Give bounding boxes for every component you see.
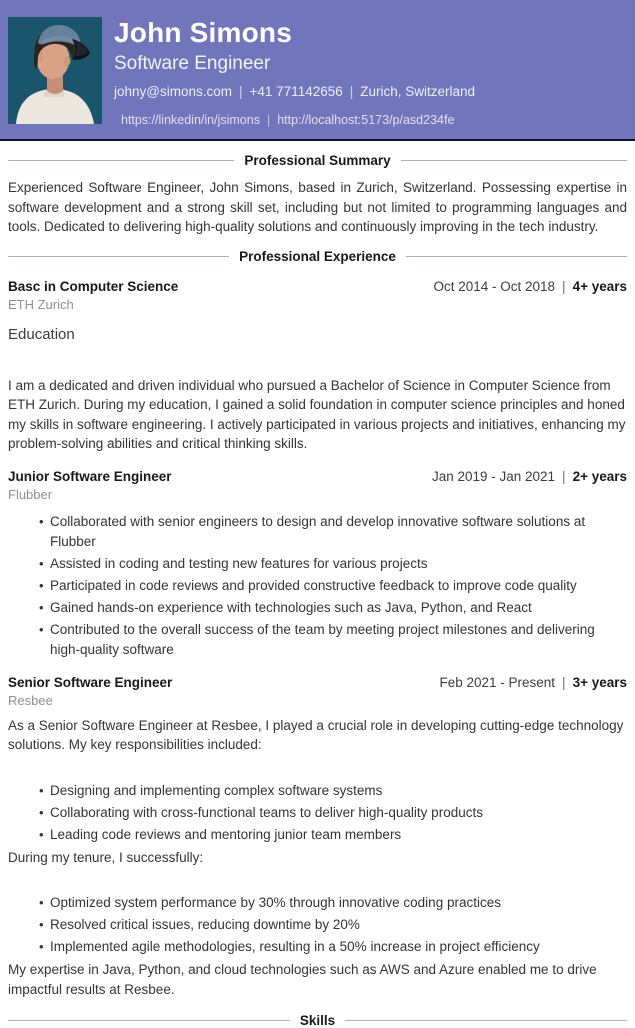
separator: |: [239, 84, 243, 100]
entry-blocks: [8, 716, 627, 1000]
profile-photo: [8, 17, 102, 124]
entry-bullet-item: • Designing and implementing complex software systems: [50, 781, 627, 801]
section-title-text: Professional Experience: [239, 248, 396, 264]
entry-head: [8, 675, 627, 690]
entry-bullet-item: • Collaborated with senior engineers to design and develop innovative software solutions at Flubber: [50, 512, 627, 552]
entry-company: Resbee: [8, 692, 53, 708]
entry-bullet-item: • Participated in code reviews and provided constructive feedback to improve code quality: [50, 576, 627, 596]
entry-date-range: Jan 2019 - Jan 2021: [431, 468, 556, 484]
entry-blocks: [8, 326, 627, 454]
person-name: John Simons: [114, 17, 292, 48]
entry-subheading: Education: [8, 325, 75, 343]
summary-text: Experienced Software Engineer, John Simons, based in Zurich, Switzerland. Possessing expertise in software development and a strong skill set, including but not limited to programming languages and tools. Dedicated to delivering high-quality solutions and continuously improving in the tech industry.: [8, 180, 627, 234]
entry-role: Junior Software Engineer: [8, 468, 172, 484]
separator: |: [562, 468, 566, 484]
section-title-text: Skills: [299, 1013, 336, 1028]
entry-date-range: Feb 2021 - Present: [439, 674, 556, 690]
entry-bullet-item: • Contributed to the overall success of the team by meeting project milestones and delivering high-quality software: [50, 620, 627, 660]
divider-line: [401, 160, 627, 161]
separator: |: [349, 84, 354, 100]
entry-bullet-item: • Implemented agile methodologies, resulting in a 50% increase in project efficiency: [50, 937, 627, 957]
entry-bullet-list: [8, 781, 627, 845]
entry-company: Flubber: [8, 486, 53, 502]
resume-body: [0, 153, 635, 1028]
entry-paragraph: My expertise in Java, Python, and cloud technologies such as AWS and Azure enabled me to drive impactful results at Resbee.: [8, 962, 597, 997]
entry-bullet-item: • Resolved critical issues, reducing downtime by 20%: [50, 915, 627, 935]
experience-entry: [8, 469, 627, 660]
entry-date-range: Oct 2014 - Oct 2018: [433, 278, 556, 294]
entry-head: [8, 279, 627, 294]
entry-company: ETH Zurich: [8, 296, 74, 312]
entry-duration: 4+ years: [572, 278, 627, 294]
entry-duration: 3+ years: [572, 674, 627, 690]
separator: |: [562, 278, 566, 294]
divider-line: [8, 256, 229, 257]
separator: |: [562, 674, 566, 690]
entry-paragraph: During my tenure, I successfully:: [8, 849, 204, 865]
entry-blocks: [8, 512, 627, 660]
entry-bullet-list: [8, 512, 627, 660]
profile-photo-illustration: [8, 17, 102, 124]
entry-role: Senior Software Engineer: [8, 674, 173, 690]
skills-section-title: [8, 1013, 627, 1028]
experience-entries: [8, 279, 627, 1000]
section-title-text: Professional Summary: [244, 153, 391, 168]
summary-section-title: [8, 153, 627, 168]
entry-bullet-item: • Optimized system performance by 30% through innovative coding practices: [50, 893, 627, 913]
entry-paragraph: As a Senior Software Engineer at Resbee, I played a crucial role in developing cutting-edge technology solutions. My key responsibilities included:: [8, 717, 624, 752]
experience-entry: [8, 279, 627, 454]
header-info: [114, 17, 625, 127]
contact-row: [114, 84, 625, 99]
entry-dates: [432, 469, 627, 484]
experience-section-title: [8, 249, 627, 264]
entry-duration: 2+ years: [572, 468, 627, 484]
entry-bullet-item: • Gained hands-on experience with technologies such as Java, Python, and React: [50, 598, 627, 618]
resume-header: [0, 0, 635, 141]
entry-head: [8, 469, 627, 484]
portfolio-link[interactable]: http://localhost:5173/p/asd234fe: [277, 113, 455, 128]
entry-bullet-list: [8, 893, 627, 957]
phone-text: +41 771142656: [249, 84, 343, 100]
entry-dates: [433, 279, 627, 294]
entry-bullet-item: • Collaborating with cross-functional teams to deliver high-quality products: [50, 803, 627, 823]
entry-bullet-item: • Leading code reviews and mentoring junior team members: [50, 825, 627, 845]
entry-role: Basc in Computer Science: [8, 278, 179, 294]
entry-paragraph: I am a dedicated and driven individual who pursued a Bachelor of Science in Computer Science from ETH Zurich. During my education, I gained a solid foundation in computer science principles and honed my skills in software engineering. I actively participated in various projects and initiatives, enhancing my problem-solving abilities and critical thinking skills.: [8, 377, 626, 451]
experience-entry: [8, 675, 627, 1000]
email-text: johny@simons.com: [114, 84, 232, 100]
location-text: Zurich, Switzerland: [360, 84, 476, 100]
links-row: [114, 113, 625, 127]
divider-line: [345, 1020, 627, 1021]
entry-dates: [439, 675, 627, 690]
separator: |: [266, 113, 271, 128]
divider-line: [406, 256, 627, 257]
person-job-title: Software Engineer: [114, 53, 271, 75]
divider-line: [8, 160, 234, 161]
divider-line: [8, 1020, 290, 1021]
entry-bullet-item: • Assisted in coding and testing new features for various projects: [50, 554, 627, 574]
linkedin-link[interactable]: https://linkedin/in/jsimons: [121, 113, 260, 128]
